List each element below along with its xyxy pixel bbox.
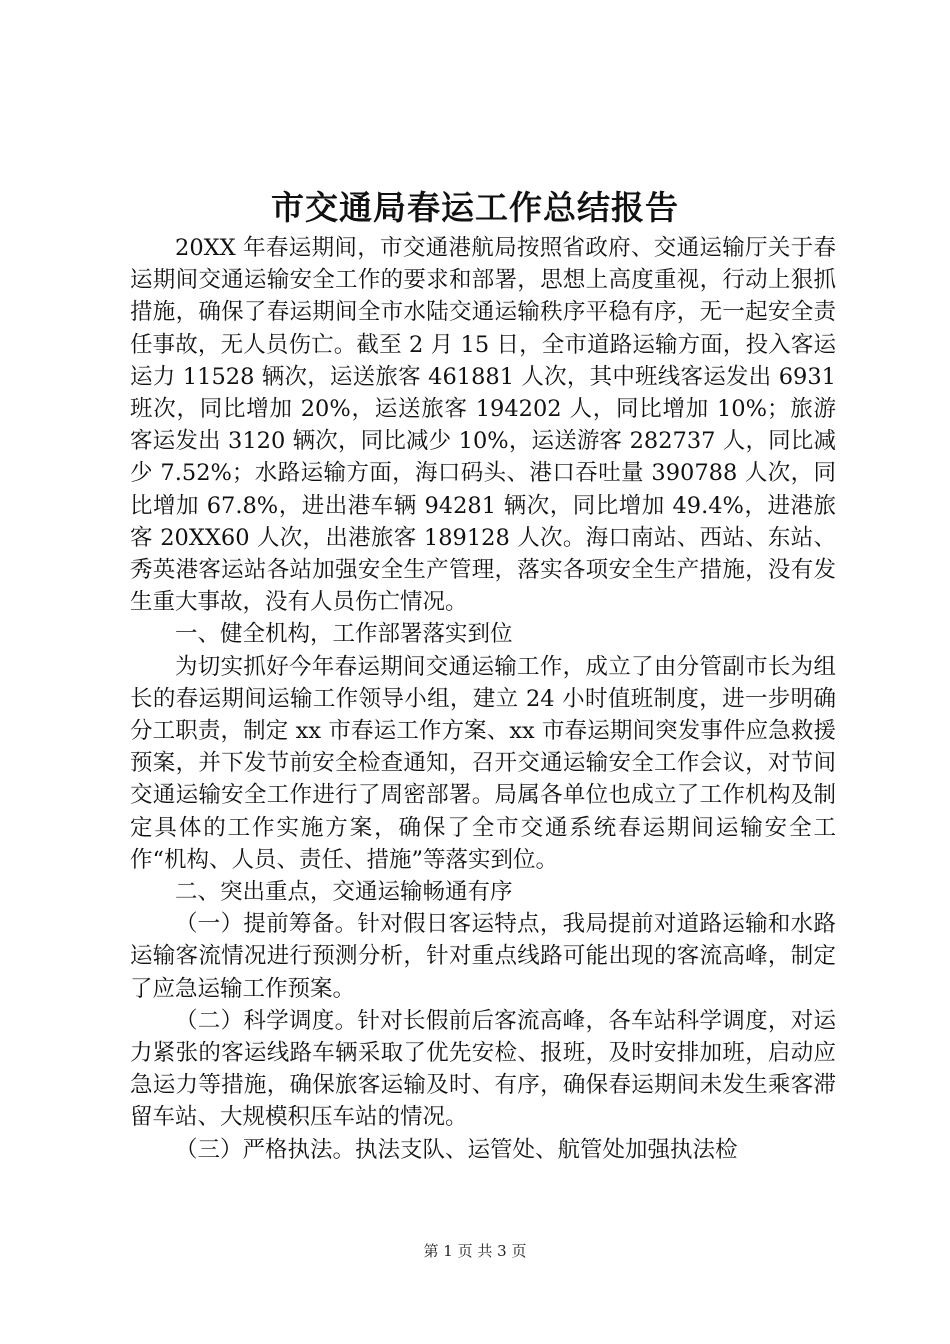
intro-paragraph: 20XX 年春运期间，市交通港航局按照省政府、交通运输厅关于春运期间交通运输安全工作的要求和部署，思想上高度重视，行动上狠抓措施，确保了春运期间全市水陆交通运输秩序平稳有序，无一起安全责任事故，无人员伤亡。截至 2 月 15 日，全市道路运输方面，投入客运运力 11528 辆次，运送旅客 461881 人次，其中班线客运发出 6931 班次，同比增加 20%，运送旅客 194202 人，同比增加 10%；旅游客运发出 3120 辆次，同比减少 10%，运送游客 282737 人，同比减少 7.52%；水路运输方面，海口码头、港口吞吐量 390788 人次，同比增加 67.8%，进出港车辆 94281 辆次，同比增加 49.4%，进港旅客 20XX60 人次，出港旅客 189128 人次。海口南站、西站、东站、秀英港客运站各站加强安全生产管理，落实各项安全生产措施，没有发生重大事故，没有人员伤亡情况。 <box>130 235 836 616</box>
document-body <box>130 232 836 1166</box>
document-title: 市交通局春运工作总结报告 <box>271 188 679 227</box>
section-1-paragraph: 为切实抓好今年春运期间交通运输工作，成立了由分管副市长为组长的春运期间运输工作领导小组，建立 24 小时值班制度，进一步明确分工职责，制定 xx 市春运工作方案、xx 市春运期间突发事件应急救援预案，并下发节前安全检查通知，召开交通运输安全工作会议，对节间交通运输安全工作进行了周密部署。局属各单位也成立了工作机构及制定具体的工作实施方案，确保了全市交通系统春运期间运输安全工作“机构、人员、责任、措施”等落实到位。 <box>130 653 836 873</box>
section-heading-2: 二、突出重点，交通运输畅通有序 <box>175 879 513 906</box>
subsection-3-paragraph: （三）严格执法。执法支队、运管处、航管处加强执法检 <box>175 1136 738 1163</box>
page-number-footer: 第 1 页 共 3 页 <box>423 1242 527 1260</box>
section-heading-1: 一、健全机构，工作部署落实到位 <box>175 621 513 648</box>
subsection-1-paragraph: （一）提前筹备。针对假日客运特点，我局提前对道路运输和水路运输客流情况进行预测分析，针对重点线路可能出现的客流高峰，制定了应急运输工作预案。 <box>130 911 836 1002</box>
subsection-2-paragraph: （二）科学调度。针对长假前后客流高峰，各车站科学调度，对运力紧张的客运线路车辆采取了优先安检、报班，及时安排加班，启动应急运力等措施，确保旅客运输及时、有序，确保春运期间未发生乘客滞留车站、大规模积压车站的情况。 <box>130 1007 836 1131</box>
